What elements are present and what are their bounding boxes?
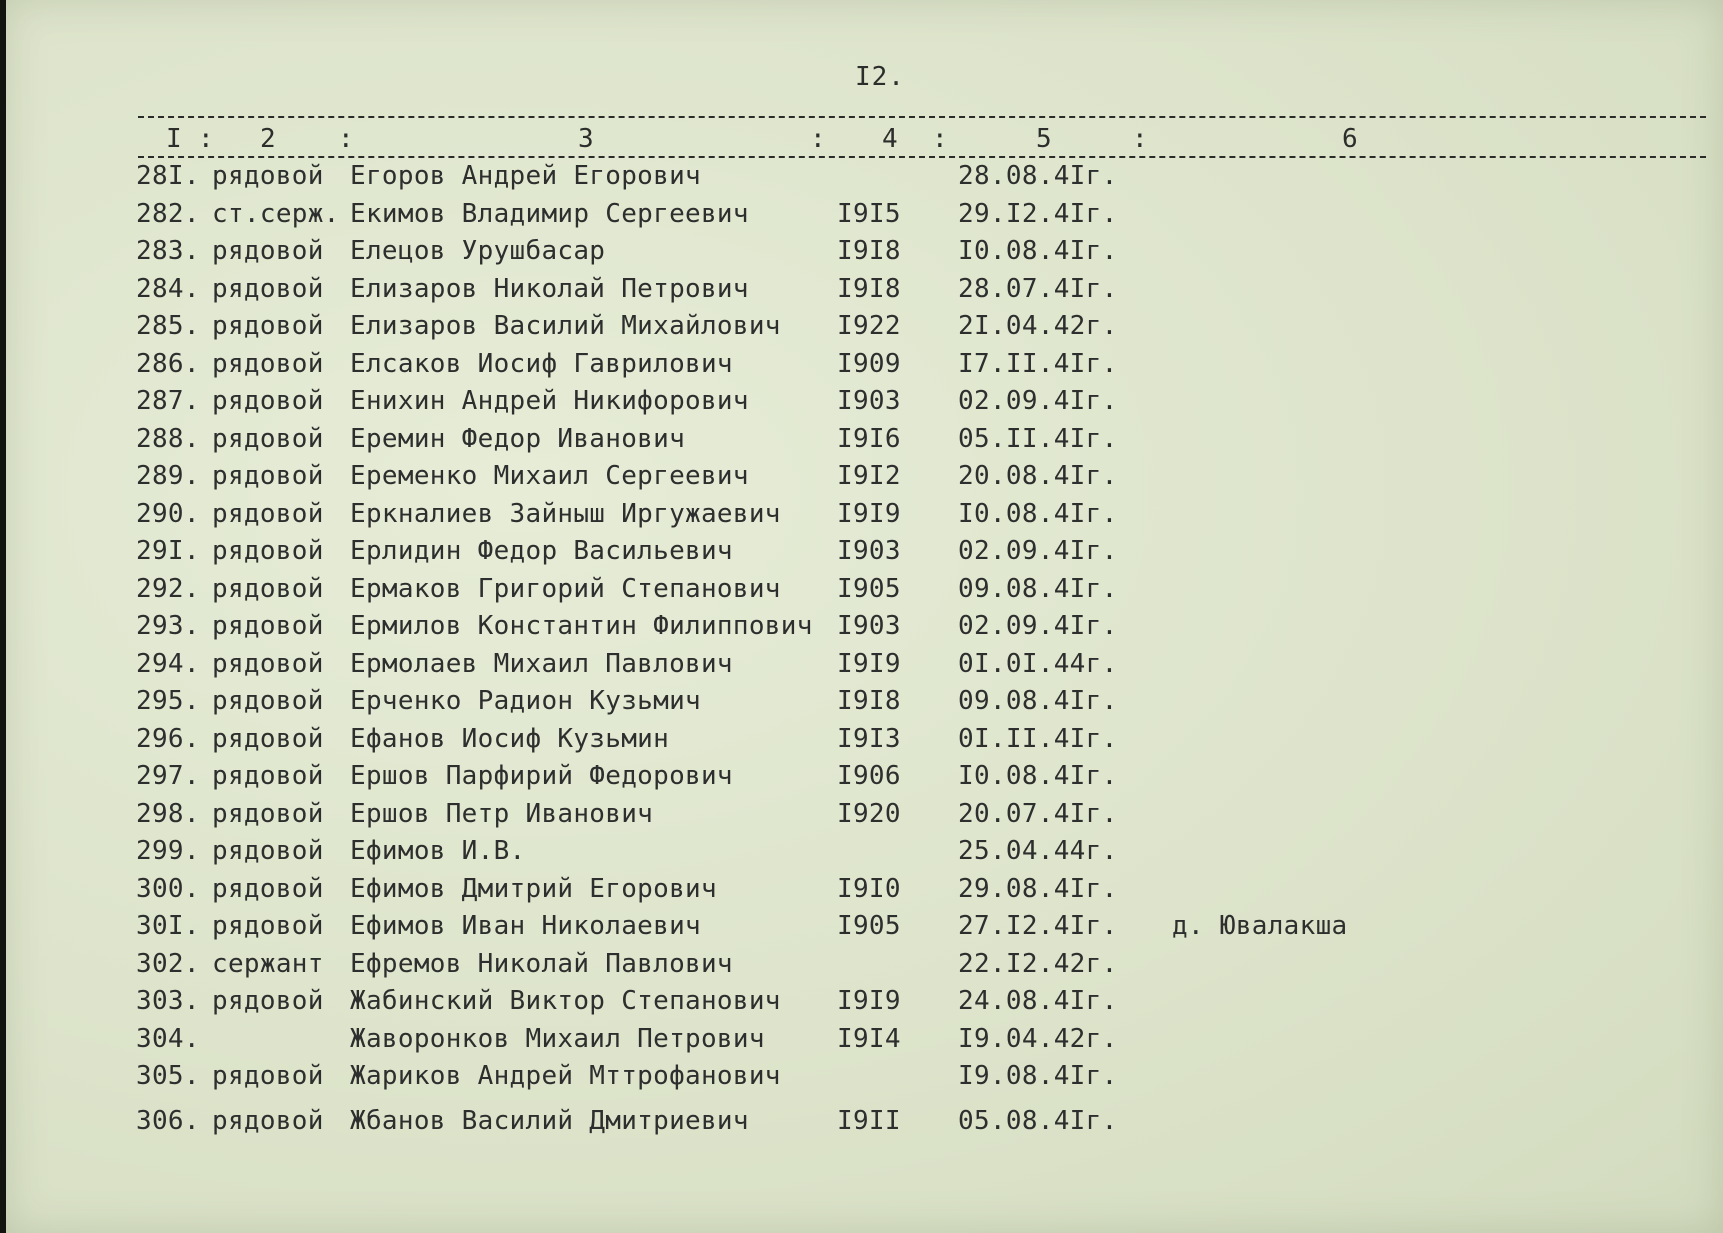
- record-birth-year: I906: [837, 761, 901, 791]
- record-number: 282.: [136, 198, 200, 229]
- record-rank: рядовой: [212, 461, 324, 491]
- record-birth-year: I9I8: [837, 236, 901, 266]
- record-birth-year: I9I9: [837, 498, 901, 529]
- record-name: Еременко Михаил Сергеевич: [350, 461, 749, 491]
- record-name: Ефимов И.В.: [350, 836, 526, 866]
- record-name: Ефимов Иван Николаевич: [350, 911, 701, 941]
- record-date: 02.09.4Iг.: [958, 386, 1118, 416]
- record-name: Ерлидин Федор Васильевич: [350, 536, 733, 566]
- record-number: 299.: [136, 836, 200, 866]
- table-row: [0, 611, 1723, 649]
- record-rank: рядовой: [212, 498, 324, 529]
- record-birth-year: I9I2: [837, 461, 901, 491]
- record-birth-year: I9I9: [837, 648, 901, 679]
- record-number: 30I.: [136, 911, 200, 941]
- record-rank: рядовой: [212, 1061, 324, 1091]
- record-date: 25.04.44г.: [958, 836, 1118, 866]
- record-number: 300.: [136, 873, 200, 904]
- record-birth-year: I903: [837, 611, 901, 641]
- record-name: Жабинский Виктор Степанович: [350, 986, 781, 1016]
- record-name: Енихин Андрей Никифорович: [350, 386, 749, 416]
- record-date: 05.08.4Iг.: [958, 1105, 1118, 1136]
- table-row: [0, 874, 1723, 912]
- record-note: д. Ювалакша: [1172, 911, 1348, 941]
- record-date: 20.07.4Iг.: [958, 798, 1118, 829]
- record-date: 02.09.4Iг.: [958, 536, 1118, 566]
- column-header-5: 5: [1036, 124, 1052, 154]
- page-number: I2.: [855, 62, 905, 92]
- table-row: [0, 686, 1723, 724]
- record-date: 0I.II.4Iг.: [958, 723, 1118, 754]
- column-header-6: 6: [1342, 124, 1358, 154]
- column-separator: :: [932, 124, 948, 154]
- record-number: 29I.: [136, 536, 200, 566]
- record-name: Жариков Андрей Мттрофанович: [350, 1061, 781, 1091]
- record-rank: рядовой: [212, 873, 324, 904]
- table-row: [0, 986, 1723, 1024]
- record-date: I9.04.42г.: [958, 1023, 1118, 1054]
- table-row: [0, 236, 1723, 274]
- record-rank: рядовой: [212, 686, 324, 716]
- record-name: Екимов Владимир Сергеевич: [350, 198, 749, 229]
- record-rank: рядовой: [212, 911, 324, 941]
- column-header-1: I: [166, 124, 182, 154]
- record-birth-year: I9I8: [837, 273, 901, 304]
- record-date: I0.08.4Iг.: [958, 498, 1118, 529]
- column-separator: :: [338, 124, 354, 154]
- record-rank: рядовой: [212, 648, 324, 679]
- record-rank: рядовой: [212, 986, 324, 1016]
- record-name: Еркналиев Зайныш Иргужаевич: [350, 498, 781, 529]
- record-name: Елизаров Василий Михайлович: [350, 311, 781, 341]
- record-name: Ерченко Радион Кузьмич: [350, 686, 701, 716]
- column-header-2: 2: [260, 124, 276, 154]
- record-birth-year: I903: [837, 386, 901, 416]
- record-date: 29.08.4Iг.: [958, 873, 1118, 904]
- record-birth-year: I9II: [837, 1105, 901, 1136]
- record-rank: сержант: [212, 948, 324, 979]
- record-birth-year: I9I4: [837, 1023, 901, 1054]
- record-date: 0I.0I.44г.: [958, 648, 1118, 679]
- record-number: 293.: [136, 611, 200, 641]
- record-rank: рядовой: [212, 573, 324, 604]
- table-row: [0, 649, 1723, 687]
- record-rank: рядовой: [212, 236, 324, 266]
- record-birth-year: I903: [837, 536, 901, 566]
- record-number: 303.: [136, 986, 200, 1016]
- record-rank: рядовой: [212, 611, 324, 641]
- record-rank: рядовой: [212, 536, 324, 566]
- record-birth-year: I9I3: [837, 723, 901, 754]
- record-rank: рядовой: [212, 386, 324, 416]
- record-name: Ершов Петр Иванович: [350, 798, 654, 829]
- record-number: 306.: [136, 1105, 200, 1136]
- table-row: [0, 574, 1723, 612]
- table-row: [0, 911, 1723, 949]
- record-date: I7.II.4Iг.: [958, 348, 1118, 379]
- record-name: Жбанов Василий Дмитриевич: [350, 1105, 749, 1136]
- record-birth-year: I9I8: [837, 686, 901, 716]
- column-separator: :: [198, 124, 214, 154]
- record-name: Ермаков Григорий Степанович: [350, 573, 781, 604]
- record-rank: рядовой: [212, 273, 324, 304]
- record-date: 24.08.4Iг.: [958, 986, 1118, 1016]
- header-rule-bottom: [138, 156, 1706, 158]
- table-row: [0, 386, 1723, 424]
- record-rank: рядовой: [212, 311, 324, 341]
- table-row: [0, 161, 1723, 199]
- record-number: 292.: [136, 573, 200, 604]
- table-row: [0, 499, 1723, 537]
- record-birth-year: I920: [837, 798, 901, 829]
- record-date: 05.II.4Iг.: [958, 423, 1118, 454]
- record-date: I9.08.4Iг.: [958, 1061, 1118, 1091]
- table-row: [0, 461, 1723, 499]
- table-row: [0, 1061, 1723, 1099]
- table-row: [0, 761, 1723, 799]
- table-row: [0, 1106, 1723, 1144]
- header-rule-top: [138, 116, 1706, 118]
- record-date: 22.I2.42г.: [958, 948, 1118, 979]
- record-number: 283.: [136, 236, 200, 266]
- record-number: 290.: [136, 498, 200, 529]
- record-name: Егоров Андрей Егорович: [350, 161, 701, 191]
- table-row: [0, 949, 1723, 987]
- record-date: I0.08.4Iг.: [958, 761, 1118, 791]
- table-row: [0, 349, 1723, 387]
- record-number: 304.: [136, 1023, 200, 1054]
- record-rank: рядовой: [212, 836, 324, 866]
- column-header-3: 3: [578, 124, 594, 154]
- record-date: 27.I2.4Iг.: [958, 911, 1118, 941]
- record-rank: рядовой: [212, 761, 324, 791]
- record-number: 296.: [136, 723, 200, 754]
- record-birth-year: I922: [837, 311, 901, 341]
- record-date: 28.08.4Iг.: [958, 161, 1118, 191]
- record-number: 285.: [136, 311, 200, 341]
- record-birth-year: I9I0: [837, 873, 901, 904]
- record-date: 28.07.4Iг.: [958, 273, 1118, 304]
- record-birth-year: I909: [837, 348, 901, 379]
- record-name: Ермолаев Михаил Павлович: [350, 648, 733, 679]
- record-rank: ст.серж.: [212, 198, 340, 229]
- record-number: 287.: [136, 386, 200, 416]
- record-name: Жаворонков Михаил Петрович: [350, 1023, 765, 1054]
- record-date: 20.08.4Iг.: [958, 461, 1118, 491]
- record-date: 09.08.4Iг.: [958, 686, 1118, 716]
- record-birth-year: I9I5: [837, 198, 901, 229]
- column-separator: :: [810, 124, 826, 154]
- record-number: 294.: [136, 648, 200, 679]
- record-birth-year: I905: [837, 573, 901, 604]
- table-row: [0, 724, 1723, 762]
- records-table: [0, 161, 1723, 1143]
- record-number: 284.: [136, 273, 200, 304]
- record-name: Ефанов Иосиф Кузьмин: [350, 723, 670, 754]
- record-number: 302.: [136, 948, 200, 979]
- record-date: I0.08.4Iг.: [958, 236, 1118, 266]
- table-row: [0, 424, 1723, 462]
- record-date: 2I.04.42г.: [958, 311, 1118, 341]
- record-name: Елецов Урушбасар: [350, 236, 606, 266]
- record-number: 288.: [136, 423, 200, 454]
- record-name: Ершов Парфирий Федорович: [350, 761, 733, 791]
- table-row: [0, 1024, 1723, 1062]
- record-name: Ефремов Николай Павлович: [350, 948, 733, 979]
- column-separator: :: [1132, 124, 1148, 154]
- table-row: [0, 311, 1723, 349]
- record-number: 28I.: [136, 161, 200, 191]
- record-number: 305.: [136, 1061, 200, 1091]
- record-name: Ермилов Константин Филиппович: [350, 611, 813, 641]
- record-rank: рядовой: [212, 348, 324, 379]
- record-name: Еремин Федор Иванович: [350, 423, 686, 454]
- record-rank: рядовой: [212, 798, 324, 829]
- table-row: [0, 536, 1723, 574]
- record-date: 29.I2.4Iг.: [958, 198, 1118, 229]
- record-name: Елсаков Иосиф Гаврилович: [350, 348, 733, 379]
- table-row: [0, 799, 1723, 837]
- record-birth-year: I9I9: [837, 986, 901, 1016]
- table-row: [0, 836, 1723, 874]
- table-row: [0, 199, 1723, 237]
- record-date: 02.09.4Iг.: [958, 611, 1118, 641]
- table-row: [0, 274, 1723, 312]
- record-birth-year: I9I6: [837, 423, 901, 454]
- record-name: Ефимов Дмитрий Егорович: [350, 873, 717, 904]
- record-number: 298.: [136, 798, 200, 829]
- record-rank: рядовой: [212, 1105, 324, 1136]
- record-name: Елизаров Николай Петрович: [350, 273, 749, 304]
- record-number: 286.: [136, 348, 200, 379]
- record-rank: рядовой: [212, 723, 324, 754]
- record-birth-year: I905: [837, 911, 901, 941]
- column-header-4: 4: [882, 124, 898, 154]
- record-rank: рядовой: [212, 161, 324, 191]
- record-number: 289.: [136, 461, 200, 491]
- record-number: 297.: [136, 761, 200, 791]
- record-date: 09.08.4Iг.: [958, 573, 1118, 604]
- record-rank: рядовой: [212, 423, 324, 454]
- record-number: 295.: [136, 686, 200, 716]
